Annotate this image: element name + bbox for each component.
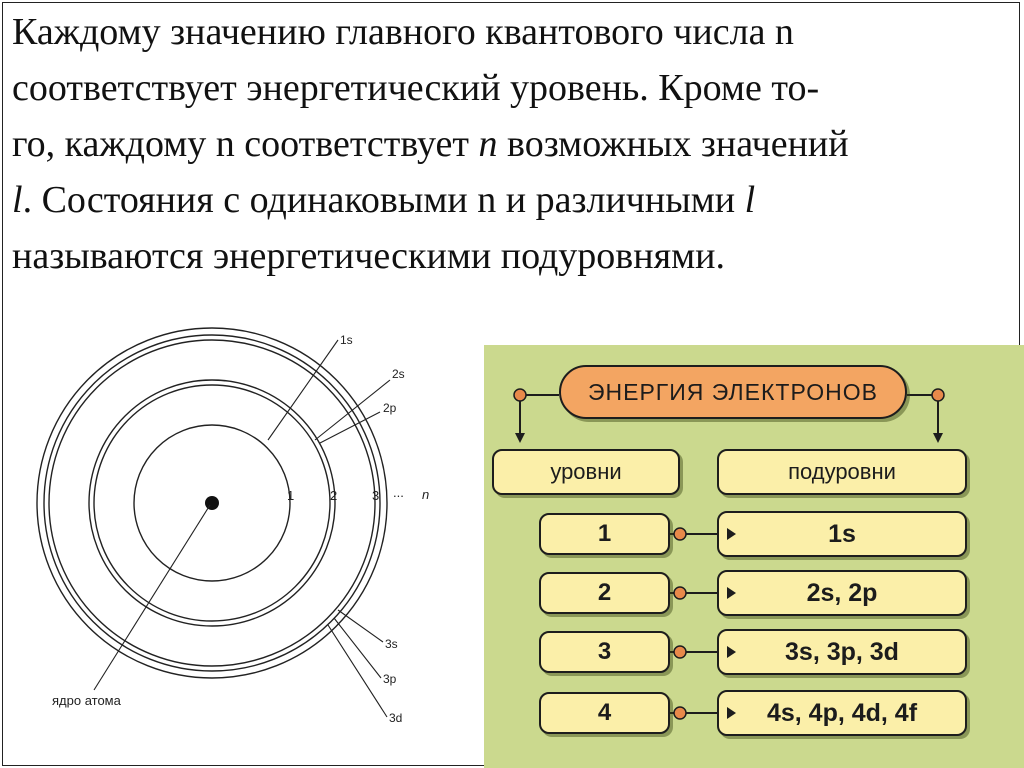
level-box-3: 3 <box>539 631 670 673</box>
paragraph-line-2: соответствует энергетический уровень. Кроме то- <box>12 67 820 109</box>
pointer-line-1s <box>268 340 338 440</box>
play-triangle-icon <box>727 707 736 719</box>
sublevels-header-box: подуровни <box>717 449 967 495</box>
label-2s: 2s <box>392 367 405 381</box>
shell-number-2: 2 <box>330 488 338 503</box>
nucleus-dot <box>205 496 219 510</box>
sublevel-text: 3s, 3p, 3d <box>785 637 899 666</box>
label-1s: 1s <box>340 333 353 347</box>
label-3p: 3p <box>383 672 397 686</box>
energy-title-box: ЭНЕРГИЯ ЭЛЕКТРОНОВ <box>559 365 907 419</box>
level-box-1: 1 <box>539 513 670 555</box>
level-box-2: 2 <box>539 572 670 614</box>
nucleus-label: ядро атома <box>52 693 121 708</box>
play-triangle-icon <box>727 528 736 540</box>
paragraph-text: возможных значений <box>497 123 849 165</box>
n-label: n <box>422 487 430 502</box>
sublevel-text: 1s <box>828 519 856 548</box>
paragraph-text: . Состояния с одинаковыми n и различными <box>22 179 745 221</box>
paragraph-text: го, каждому n соответствует <box>12 123 479 165</box>
energy-levels-panel <box>484 345 1024 768</box>
pointer-line-2s <box>315 380 390 440</box>
play-triangle-icon <box>727 646 736 658</box>
sublevel-text: 2s, 2p <box>806 578 878 607</box>
shell-number-3: 3 <box>372 488 380 503</box>
sublevel-box-2 <box>717 570 967 616</box>
sublevel-box-4 <box>717 690 967 736</box>
connector-dot <box>674 587 686 599</box>
play-triangle-icon <box>727 587 736 599</box>
italic-l: l <box>744 179 756 221</box>
connector-dot <box>674 528 686 540</box>
intro-paragraph <box>12 4 1012 284</box>
shell-number-1: 1 <box>287 488 295 503</box>
pointer-line-nucleus <box>94 505 210 690</box>
pointer-line-3p <box>334 618 381 678</box>
sublevel-text: 4s, 4p, 4d, 4f <box>766 698 918 727</box>
sublevel-box-1 <box>717 511 967 557</box>
italic-l: l <box>12 179 23 221</box>
label-2p: 2p <box>383 401 397 415</box>
connector-dot <box>932 389 944 401</box>
label-3d: 3d <box>389 711 403 725</box>
connector-dot <box>514 389 526 401</box>
arrow-down-icon <box>933 433 943 443</box>
connector-dot <box>674 707 686 719</box>
paragraph-line-5: называются энергетическими подуровнями. <box>12 235 725 277</box>
italic-n: n <box>478 123 498 165</box>
pointer-line-3s <box>338 610 383 642</box>
paragraph-line-1: Каждому значению главного квантового числа n <box>12 11 794 53</box>
label-3s: 3s <box>385 637 398 651</box>
level-box-4: 4 <box>539 692 670 734</box>
sublevel-box-3 <box>717 629 967 675</box>
atom-shell-diagram <box>0 320 480 740</box>
paragraph-line-4 <box>12 172 1012 228</box>
arrow-down-icon <box>515 433 525 443</box>
ellipsis-label: ... <box>393 485 404 500</box>
connector-dot <box>674 646 686 658</box>
paragraph-line-3 <box>12 116 1012 172</box>
levels-header-box: уровни <box>492 449 680 495</box>
